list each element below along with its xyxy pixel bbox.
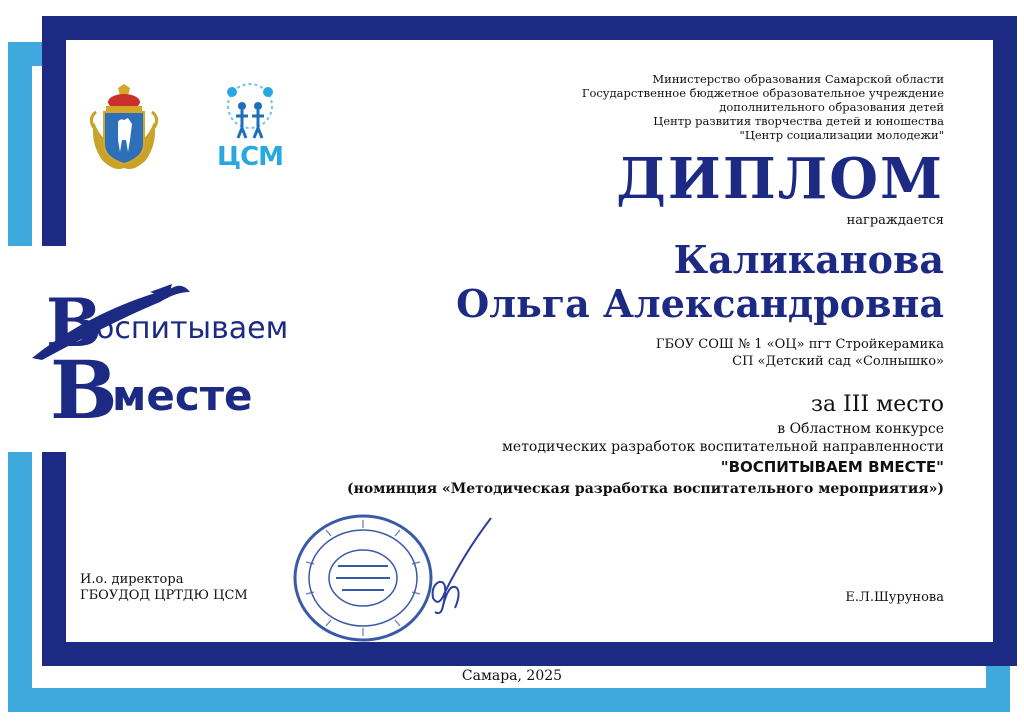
competition-title: "ВОСПИТЫВАЕМ ВМЕСТЕ" [720, 458, 944, 476]
recipient-name [456, 238, 944, 326]
competition-line: методических разработок воспитательной направленности [502, 439, 944, 455]
signatory-name: Е.Л.Шурунова [845, 590, 944, 605]
org-line: ГБОУ СОШ № 1 «ОЦ» пгт Стройкерамика [655, 337, 944, 352]
vm-word-bottom: месте [112, 371, 253, 420]
nomination: (номинция «Методическая разработка воспитательного мероприятия») [347, 481, 944, 497]
csm-logo-icon [212, 80, 288, 176]
vm-word-top: оспитываем [96, 311, 289, 346]
position-line: ГБОУДОД ЦРТДЮ ЦСМ [80, 588, 248, 603]
org-line: СП «Детский сад «Солнышко» [732, 354, 944, 369]
diploma-title: ДИПЛОМ [616, 146, 944, 212]
position-line: И.о. директора [80, 572, 184, 587]
city-year: Самара, 2025 [461, 668, 563, 684]
header-line: Министерство образования Самарской области [652, 72, 944, 86]
competition-description [502, 420, 944, 456]
vm-initial-bottom: В [50, 343, 118, 430]
awarded-label: награждается [846, 213, 944, 228]
header-line: дополнительного образования детей [719, 100, 944, 114]
samara-coat-of-arms-icon [88, 82, 160, 174]
competition-line: в Областном конкурсе [777, 421, 944, 437]
csm-logo-text: ЦСМ [216, 142, 284, 172]
vm-initial-top: В [46, 284, 102, 362]
recipient-surname: Каликанова [673, 237, 944, 282]
signature-icon [405, 512, 505, 620]
header-line: "Центр социализации молодежи" [739, 128, 944, 142]
issuer-header [384, 72, 944, 142]
header-line: Центр развития творчества детей и юношества [653, 114, 944, 128]
recipient-given-names: Ольга Александровна [456, 281, 944, 326]
signatory-position [80, 572, 248, 604]
recipient-organization [656, 336, 944, 370]
header-line: Государственное бюджетное образовательное учреждение [581, 86, 944, 100]
vospityvaem-vmeste-logo-icon [22, 262, 352, 430]
award-place: за III место [810, 392, 944, 417]
